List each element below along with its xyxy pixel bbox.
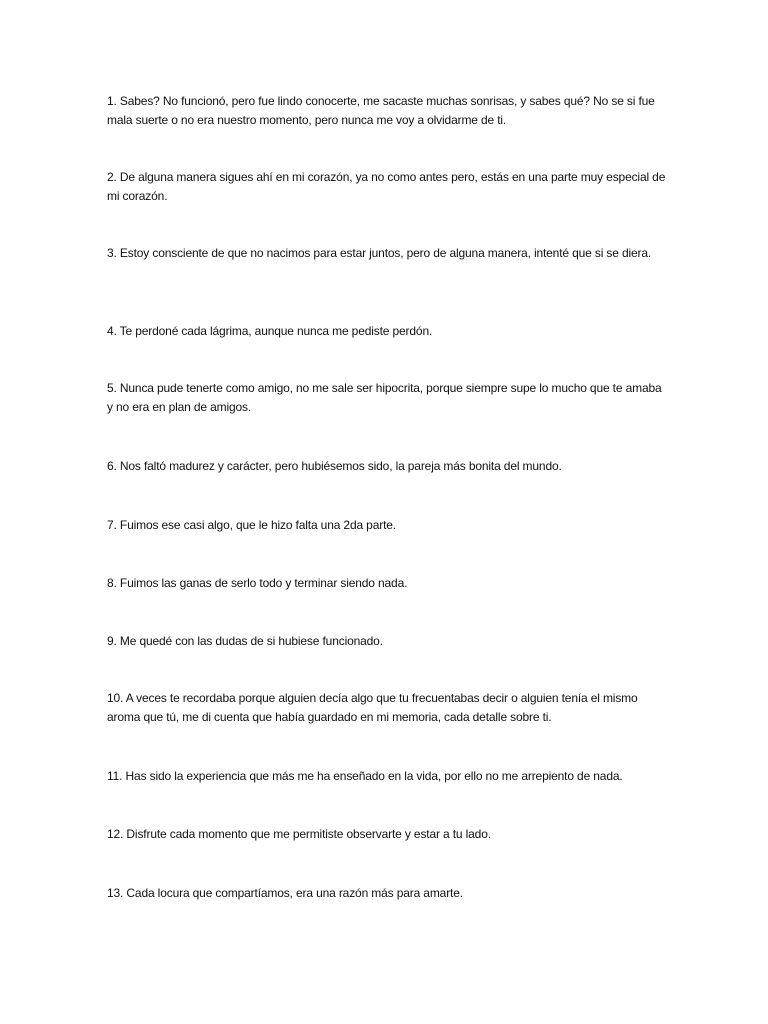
paragraph-11: 11. Has sido la experiencia que más me ha enseñado en la vida, por ello no me arrepiento de nada. <box>107 769 623 783</box>
paragraph-1: 1. Sabes? No funcionó, pero fue lindo conocerte, me sacaste muchas sonrisas, y sabes qué? No se si fue mala suerte o no era nuestro momento, pero nunca me voy a olvidarme de ti. <box>107 94 655 127</box>
paragraph-7: 7. Fuimos ese casi algo, que le hizo falta una 2da parte. <box>107 518 396 532</box>
paragraph-6: 6. Nos faltó madurez y carácter, pero hubiésemos sido, la pareja más bonita del mundo. <box>107 459 562 473</box>
paragraph-3: 3. Estoy consciente de que no nacimos para estar juntos, pero de alguna manera, intenté que si se diera. <box>107 246 652 260</box>
paragraph-10: 10. A veces te recordaba porque alguien decía algo que tu frecuentabas decir o alguien tenía el mismo aroma que tú, me di cuenta que había guardado en mi memoria, cada detalle sobre ti. <box>107 691 638 724</box>
paragraph-13: 13. Cada locura que compartíamos, era una razón más para amarte. <box>107 886 463 900</box>
paragraph-8: 8. Fuimos las ganas de serlo todo y terminar siendo nada. <box>107 576 408 590</box>
paragraph-12: 12. Disfrute cada momento que me permitiste observarte y estar a tu lado. <box>107 827 491 841</box>
paragraph-5: 5. Nunca pude tenerte como amigo, no me sale ser hipocrita, porque siempre supe lo mucho que te amaba y no era en plan de amigos. <box>107 381 662 414</box>
paragraph-2: 2. De alguna manera sigues ahí en mi corazón, ya no como antes pero, estás en una parte muy especial de mi corazón. <box>107 170 666 203</box>
paragraph-9: 9. Me quedé con las dudas de si hubiese funcionado. <box>107 634 383 648</box>
paragraph-4: 4. Te perdoné cada lágrima, aunque nunca me pediste perdón. <box>107 324 433 338</box>
